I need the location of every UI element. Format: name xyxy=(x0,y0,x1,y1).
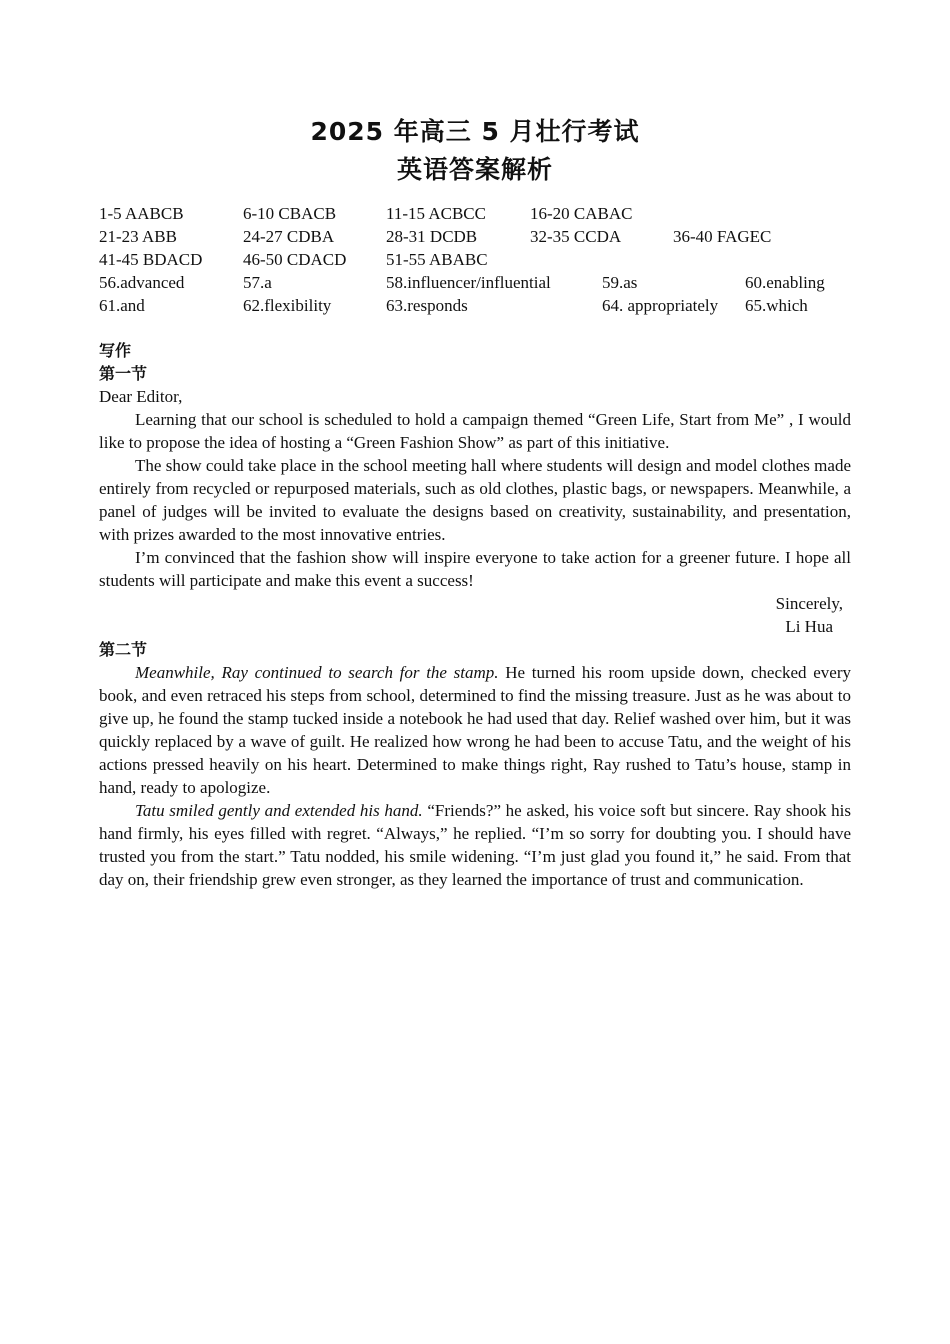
answer-key-title: 英语答案解析 xyxy=(396,155,553,184)
answer-cell: 1-5 AABCB xyxy=(99,204,184,223)
answer-cell: 60.enabling xyxy=(745,273,825,292)
answer-cell: 58.influencer/influential xyxy=(386,273,551,292)
answer-row xyxy=(99,202,851,225)
section1-heading: 第一节 xyxy=(99,364,148,383)
answer-cell: 36-40 FAGEC xyxy=(673,227,772,246)
answer-cell: 62.flexibility xyxy=(243,296,332,315)
answer-cell: 32-35 CCDA xyxy=(530,227,622,246)
section2-heading: 第二节 xyxy=(99,640,148,659)
fill-answer-row xyxy=(99,294,851,317)
writing-heading: 写作 xyxy=(99,341,132,360)
story-paragraph xyxy=(99,799,851,891)
answer-cell: 28-31 DCDB xyxy=(386,227,478,246)
answer-row xyxy=(99,225,851,248)
answer-cell: 6-10 CBACB xyxy=(243,204,337,223)
story-body-text: “Friends?” he asked, his voice soft but sincere. Ray shook his hand firmly, his eyes filled with regret. “Always,” he replied. “I’m so sorry for doubting you. I should have trusted you from the start.” Tatu nodded, his smile widening. “I’m just glad you found it,” he said. From that day on, their friendship grew even stronger, as they learned the importance of trust and communication. xyxy=(99,801,851,889)
answer-cell: 65.which xyxy=(745,296,808,315)
answer-cell: 46-50 CDACD xyxy=(243,250,347,269)
answer-key-table xyxy=(99,202,851,317)
answer-cell: 11-15 ACBCC xyxy=(386,204,486,223)
answer-row xyxy=(99,248,851,271)
story-paragraph xyxy=(99,661,851,799)
answer-cell: 61.and xyxy=(99,296,145,315)
answer-cell: 24-27 CDBA xyxy=(243,227,335,246)
letter-closing: Sincerely, xyxy=(775,594,843,613)
letter-paragraph: I’m convinced that the fashion show will inspire everyone to take action for a greener future. I hope all students will participate and make this event a success! xyxy=(99,548,851,590)
answer-cell: 64. appropriately xyxy=(602,296,719,315)
letter-salutation: Dear Editor, xyxy=(99,387,183,406)
answer-cell: 63.responds xyxy=(386,296,468,315)
story-lead-sentence: Tatu smiled gently and extended his hand. xyxy=(135,801,423,820)
letter-signature: Li Hua xyxy=(785,617,833,636)
answer-cell: 57.a xyxy=(243,273,272,292)
answer-cell: 51-55 ABABC xyxy=(386,250,488,269)
answer-cell: 56.advanced xyxy=(99,273,185,292)
story-body-text: He turned his room upside down, checked every book, and even retraced his steps from school, determined to find the missing treasure. Just as he was about to give up, he found the stamp tucked inside a notebook he had used that day. Relief washed over him, but it was quickly replaced by a wave of guilt. He realized how wrong he had been to accuse Tatu, and the weight of his actions pressed heavily on his heart. Determined to make things right, Ray rushed to Tatu’s house, stamp in hand, ready to apologize. xyxy=(99,663,851,797)
letter-paragraph: The show could take place in the school meeting hall where students will design and model clothes made entirely from recycled or repurposed materials, such as old clothes, plastic bags, or newspapers. Meanwhile, a panel of judges will be invited to evaluate the designs based on creativity, sustainability, and presentation, with prizes awarded to the most innovative entries. xyxy=(99,456,851,544)
answer-cell: 16-20 CABAC xyxy=(530,204,633,223)
exam-title: 2025 年高三 5 月壮行考试 xyxy=(310,117,640,146)
answer-cell: 21-23 ABB xyxy=(99,227,177,246)
letter-paragraph: Learning that our school is scheduled to hold a campaign themed “Green Life, Start from Me” , I would like to propose the idea of hosting a “Green Fashion Show” as part of this initiative. xyxy=(99,410,851,452)
answer-cell: 41-45 BDACD xyxy=(99,250,203,269)
fill-answer-row xyxy=(99,271,851,294)
story-lead-sentence: Meanwhile, Ray continued to search for the stamp. xyxy=(135,663,499,682)
document-page xyxy=(99,110,851,891)
answer-cell: 59.as xyxy=(602,273,638,292)
